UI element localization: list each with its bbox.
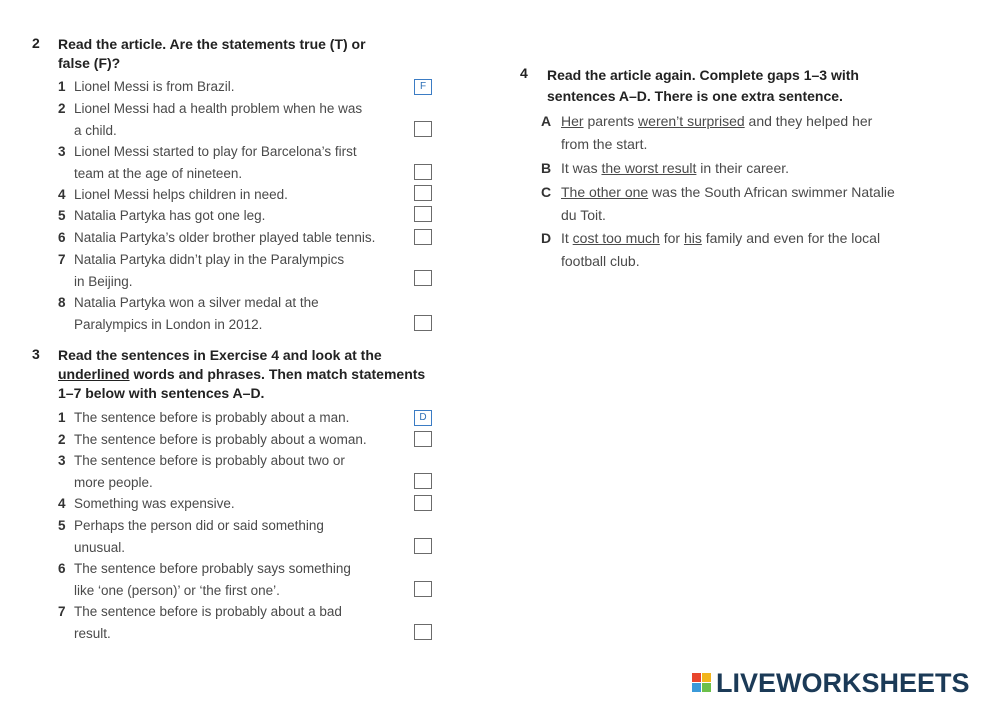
underlined-phrase: Her: [561, 113, 584, 129]
logo-square: [702, 673, 711, 682]
statement-line2: Paralympics in London in 2012.: [74, 316, 263, 332]
section-2-title-line1: Read the article. Are the statements true (T) or: [58, 36, 366, 52]
logo-square: [692, 673, 701, 682]
statement-line2: a child.: [74, 122, 117, 138]
statement-number: 7: [58, 252, 66, 267]
answer-box[interactable]: [414, 206, 432, 222]
underlined-phrase: the worst result: [601, 160, 697, 176]
sentence-fragment: It was: [561, 160, 602, 176]
section-4-number: 4: [520, 65, 528, 81]
sentence-fragment: in their career.: [696, 160, 790, 176]
statement-number: 2: [58, 432, 66, 447]
option-line2: football club.: [561, 253, 640, 269]
answer-box[interactable]: [414, 581, 432, 597]
statement-text: [74, 227, 414, 249]
answer-box[interactable]: [414, 431, 432, 447]
section-3-number: 3: [32, 346, 40, 362]
statement-number: 2: [58, 101, 66, 116]
answer-box[interactable]: F: [414, 79, 432, 95]
section-3-title-line1: Read the sentences in Exercise 4 and look at the: [58, 347, 382, 363]
statement-number: 6: [58, 230, 66, 245]
statement-text: [74, 407, 414, 429]
answer-box[interactable]: [414, 473, 432, 489]
statement-text: [74, 429, 414, 451]
underlined-phrase: The other one: [561, 184, 649, 200]
statement-number: 3: [58, 453, 66, 468]
answer-box[interactable]: D: [414, 410, 432, 426]
section-4-title: [547, 65, 859, 107]
statement-line1: Lionel Messi started to play for Barcelona’s first: [74, 144, 357, 159]
statement-number: 4: [58, 187, 66, 202]
option-line1: [561, 181, 961, 204]
statement-text: [74, 184, 414, 206]
statement-line1: Natalia Partyka has got one leg.: [74, 208, 266, 223]
sentence-fragment: was the South African swimmer Natalie: [648, 184, 895, 200]
underlined-phrase: weren’t surprised: [638, 113, 745, 129]
answer-box[interactable]: [414, 121, 432, 137]
statement-line2: like ‘one (person)’ or ‘the first one’.: [74, 582, 280, 598]
statement-number: 1: [58, 79, 66, 94]
statement-line1: Perhaps the person did or said something: [74, 518, 324, 533]
section-3-title-line3: 1–7 below with sentences A–D.: [58, 385, 265, 401]
section-3-title-line2: [58, 365, 425, 384]
statement-line1: Natalia Partyka’s older brother played table tennis.: [74, 230, 376, 245]
statement-text: [74, 558, 414, 601]
answer-box[interactable]: [414, 624, 432, 640]
statement-line1: Lionel Messi had a health problem when he was: [74, 101, 363, 116]
option-text: [561, 110, 961, 156]
option-letter: A: [541, 113, 552, 129]
statement-number: 8: [58, 295, 66, 310]
statement-number: 5: [58, 208, 66, 223]
option-text: [561, 157, 961, 180]
option-text: [561, 227, 961, 273]
statement-number: 3: [58, 144, 66, 159]
statement-line1: The sentence before is probably about two or: [74, 453, 345, 468]
statement-line1: The sentence before is probably about a bad: [74, 604, 342, 619]
option-line1: [561, 157, 961, 180]
statement-text: [74, 141, 414, 184]
statement-line1: The sentence before is probably about a man.: [74, 410, 350, 425]
statement-line2: team at the age of nineteen.: [74, 165, 243, 181]
option-line2: from the start.: [561, 136, 648, 152]
statement-text: [74, 450, 414, 493]
section-2-title: [58, 35, 366, 73]
option-line2: du Toit.: [561, 207, 606, 223]
liveworksheets-logo-text: LIVEWORKSHEETS: [716, 668, 970, 698]
sentence-fragment: parents: [583, 113, 639, 129]
answer-box[interactable]: [414, 495, 432, 511]
answer-box[interactable]: [414, 229, 432, 245]
answer-box[interactable]: [414, 315, 432, 331]
statement-text: [74, 76, 414, 98]
statement-number: 5: [58, 518, 66, 533]
answer-box[interactable]: [414, 164, 432, 180]
statement-text: [74, 515, 414, 558]
statement-line1: Something was expensive.: [74, 496, 235, 511]
underlined-phrase: cost too much: [572, 230, 660, 246]
liveworksheets-logo-icon: [692, 673, 712, 693]
statement-line2: in Beijing.: [74, 273, 133, 289]
answer-box[interactable]: [414, 270, 432, 286]
sentence-fragment: and they helped her: [744, 113, 873, 129]
statement-text: [74, 493, 414, 515]
underlined-word: underlined: [58, 366, 130, 382]
answer-box[interactable]: [414, 538, 432, 554]
statement-line1: Lionel Messi is from Brazil.: [74, 79, 235, 94]
section-4-title-line1: Read the article again. Complete gaps 1–3 with: [547, 67, 859, 83]
statement-text: [74, 292, 414, 335]
statement-line1: The sentence before is probably about a woman.: [74, 432, 367, 447]
statement-number: 4: [58, 496, 66, 511]
option-letter: D: [541, 230, 552, 246]
statement-line1: The sentence before probably says something: [74, 561, 351, 576]
option-line1: [561, 110, 961, 133]
section-4-title-line2: sentences A–D. There is one extra sentence.: [547, 88, 843, 104]
statement-line2: result.: [74, 625, 111, 641]
answer-box[interactable]: [414, 185, 432, 201]
statement-text: [74, 601, 414, 644]
section-2-title-line2: false (F)?: [58, 55, 121, 71]
sentence-fragment: family and even for the local: [701, 230, 881, 246]
statement-number: 1: [58, 410, 66, 425]
logo-square: [702, 683, 711, 692]
statement-text: [74, 205, 414, 227]
section-3-title: [58, 346, 425, 403]
statement-line1: Natalia Partyka didn’t play in the Paralympics: [74, 252, 345, 267]
option-text: [561, 181, 961, 227]
option-line1: [561, 227, 961, 250]
statement-line1: Natalia Partyka won a silver medal at the: [74, 295, 319, 310]
option-letter: C: [541, 184, 552, 200]
statement-line2: more people.: [74, 474, 153, 490]
statement-text: [74, 98, 414, 141]
statement-number: 6: [58, 561, 66, 576]
sentence-fragment: It: [561, 230, 573, 246]
section-3-title-line2-rest: words and phrases. Then match statements: [129, 366, 426, 382]
statement-line1: Lionel Messi helps children in need.: [74, 187, 288, 202]
underlined-phrase: his: [683, 230, 702, 246]
statement-text: [74, 249, 414, 292]
statement-number: 7: [58, 604, 66, 619]
sentence-fragment: for: [659, 230, 684, 246]
logo-square: [692, 683, 701, 692]
statement-line2: unusual.: [74, 539, 126, 555]
option-letter: B: [541, 160, 552, 176]
section-2-number: 2: [32, 35, 40, 51]
